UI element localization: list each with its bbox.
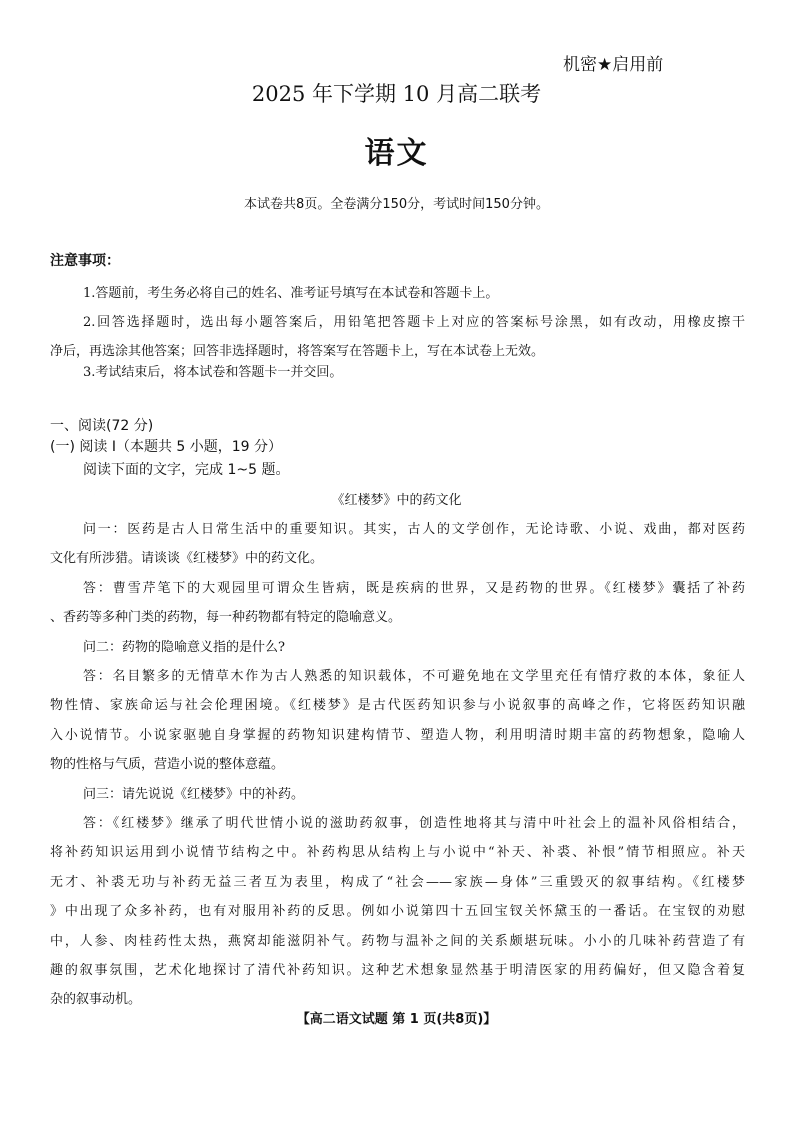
article-line: 杂的叙事动机。: [50, 992, 142, 1007]
article-line: 答：曹雪芹笔下的大观园里可谓众生皆病，既是疾病的世界，又是药物的世界。《红楼梦》囊括了补药: [83, 581, 745, 596]
article-line: 》中出现了众多补药，也有对服用补药的反思。例如小说第四十五回宝钗关怀黛玉的一番话。在宝钗的劝慰: [50, 904, 745, 919]
notice-heading: 注意事项：: [50, 253, 120, 269]
article-line: 物的性格与气质，营造小说的整体意蕴。: [50, 757, 285, 772]
notice-item-1: 1.答题前，考生务必将自己的姓名、准考证号填写在本试卷和答题卡上。: [83, 286, 499, 301]
article-line: 问一：医药是古人日常生活中的重要知识。其实，古人的文学创作，无论诗歌、小说、戏曲，都对医药: [83, 522, 745, 537]
confidential-label: 机密★启用前: [563, 55, 664, 75]
article-line: 无才、补裘无功与补药无益三者互为表里，构成了“社会——家族—身体”三重毁灭的叙事结构。《红楼梦: [50, 875, 745, 890]
article-line: 问三：请先说说《红楼梦》中的补药。: [83, 787, 305, 802]
article-line: 入小说情节。小说家驱驰自身掌握的药物知识建构情节、塑造人物，利用明清时期丰富的药物想象，隐喻人: [50, 728, 745, 743]
article-line: 中，人参、肉桂药性太热，燕窝却能滋阴补气。药物与温补之间的关系颇堪玩味。小小的几味补药营造了有: [50, 934, 745, 949]
article-line: 、香药等多种门类的药物，每一种药物都有特定的隐喻意义。: [50, 610, 402, 625]
article-title: 《红楼梦》中的药文化: [331, 493, 462, 508]
article-line: 物性情、家族命运与社会伦理困境。《红楼梦》是古代医药知识参与小说叙事的高峰之作，它将医药知识融: [50, 698, 745, 713]
notice-item-3: 3.考试结束后，将本试卷和答题卡一并交回。: [83, 365, 343, 380]
article-line: 答：名目繁多的无情草木作为古人熟悉的知识载体，不可避免地在文学里充任有情疗救的本体，象征人: [83, 669, 745, 684]
instruction: 阅读下面的文字，完成 1~5 题。: [83, 462, 290, 478]
notice-item-2a: 2.回答选择题时，选出每小题答案后，用铅笔把答题卡上对应的答案标号涂黑，如有改动，用橡皮擦干: [83, 315, 745, 330]
section-heading: 一、阅读(72 分): [50, 418, 154, 434]
exam-title: 2025 年下学期 10 月高二联考: [251, 82, 542, 106]
paper-info: 本试卷共8页。全卷满分150分，考试时间150分钟。: [244, 197, 549, 212]
article-line: 趣的叙事氛围，艺术化地探讨了清代补药知识。这种艺术想象显然基于明清医家的用药偏好，但又隐含着复: [50, 963, 745, 978]
article-line: 将补药知识运用到小说情节结构之中。补药构思从结构上与小说中“补天、补裘、补恨”情节相照应。补天: [50, 845, 745, 860]
article-line: 文化有所涉猎。请谈谈《红楼梦》中的药文化。: [50, 551, 324, 566]
notice-item-2b: 净后，再选涂其他答案；回答非选择题时，将答案写在答题卡上，写在本试卷上无效。: [50, 344, 545, 359]
article-line: 答：《红楼梦》继承了明代世情小说的滋助药叙事，创造性地将其与清中叶社会上的温补风俗相结合，: [83, 816, 745, 831]
page-footer: 【高二语文试题 第 1 页(共8页)】: [296, 1012, 497, 1027]
subject-title: 语文: [364, 136, 429, 171]
article-line: 问二：药物的隐喻意义指的是什么?: [83, 640, 285, 655]
sub-section-heading: (一) 阅读 I（本题共 5 小题，19 分）: [50, 439, 283, 455]
